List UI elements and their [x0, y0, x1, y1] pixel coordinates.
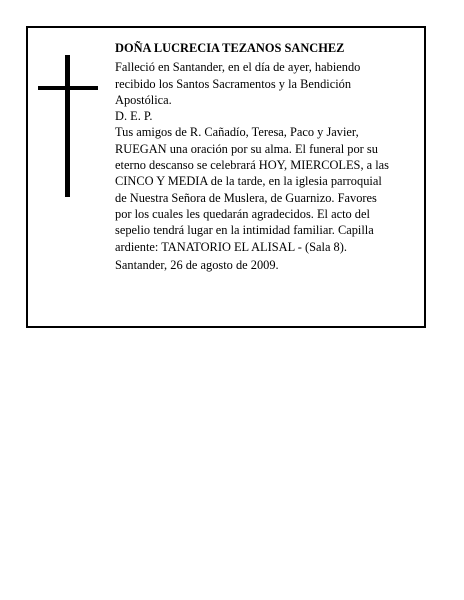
cross-icon	[38, 55, 98, 197]
cross-vertical-bar	[65, 55, 70, 197]
notice-line-11: sepelio tendrá lugar en la intimidad familiar. Capilla	[115, 223, 374, 238]
notice-line-5: Tus amigos de R. Cañadío, Teresa, Paco y Javier,	[115, 125, 359, 140]
notice-text	[115, 40, 421, 273]
obituary-notice	[26, 26, 426, 328]
notice-line-7: eterno descanso se celebrará HOY, MIERCOLES, a las	[115, 158, 390, 173]
notice-line-9: de Nuestra Señora de Muslera, de Guarnizo. Favores	[115, 190, 377, 205]
cross-horizontal-bar	[38, 86, 98, 90]
notice-line-3: Apostólica.	[115, 92, 172, 107]
notice-line-1: Falleció en Santander, en el día de ayer, habiendo	[115, 60, 361, 75]
notice-line-2: recibido los Santos Sacramentos y la Bendición	[115, 76, 352, 91]
notice-line-12: ardiente: TANATORIO EL ALISAL - (Sala 8).	[115, 239, 347, 254]
notice-line-4: D. E. P.	[115, 109, 153, 124]
notice-line-10: por los cuales les quedarán agradecidos. El acto del	[115, 206, 370, 221]
deceased-name: DOÑA LUCRECIA TEZANOS SANCHEZ	[115, 41, 345, 55]
notice-line-8: CINCO Y MEDIA de la tarde, en la iglesia parroquial	[115, 174, 382, 189]
notice-line-6: RUEGAN una oración por su alma. El funeral por su	[115, 141, 378, 156]
place-date: Santander, 26 de agosto de 2009.	[115, 257, 279, 272]
